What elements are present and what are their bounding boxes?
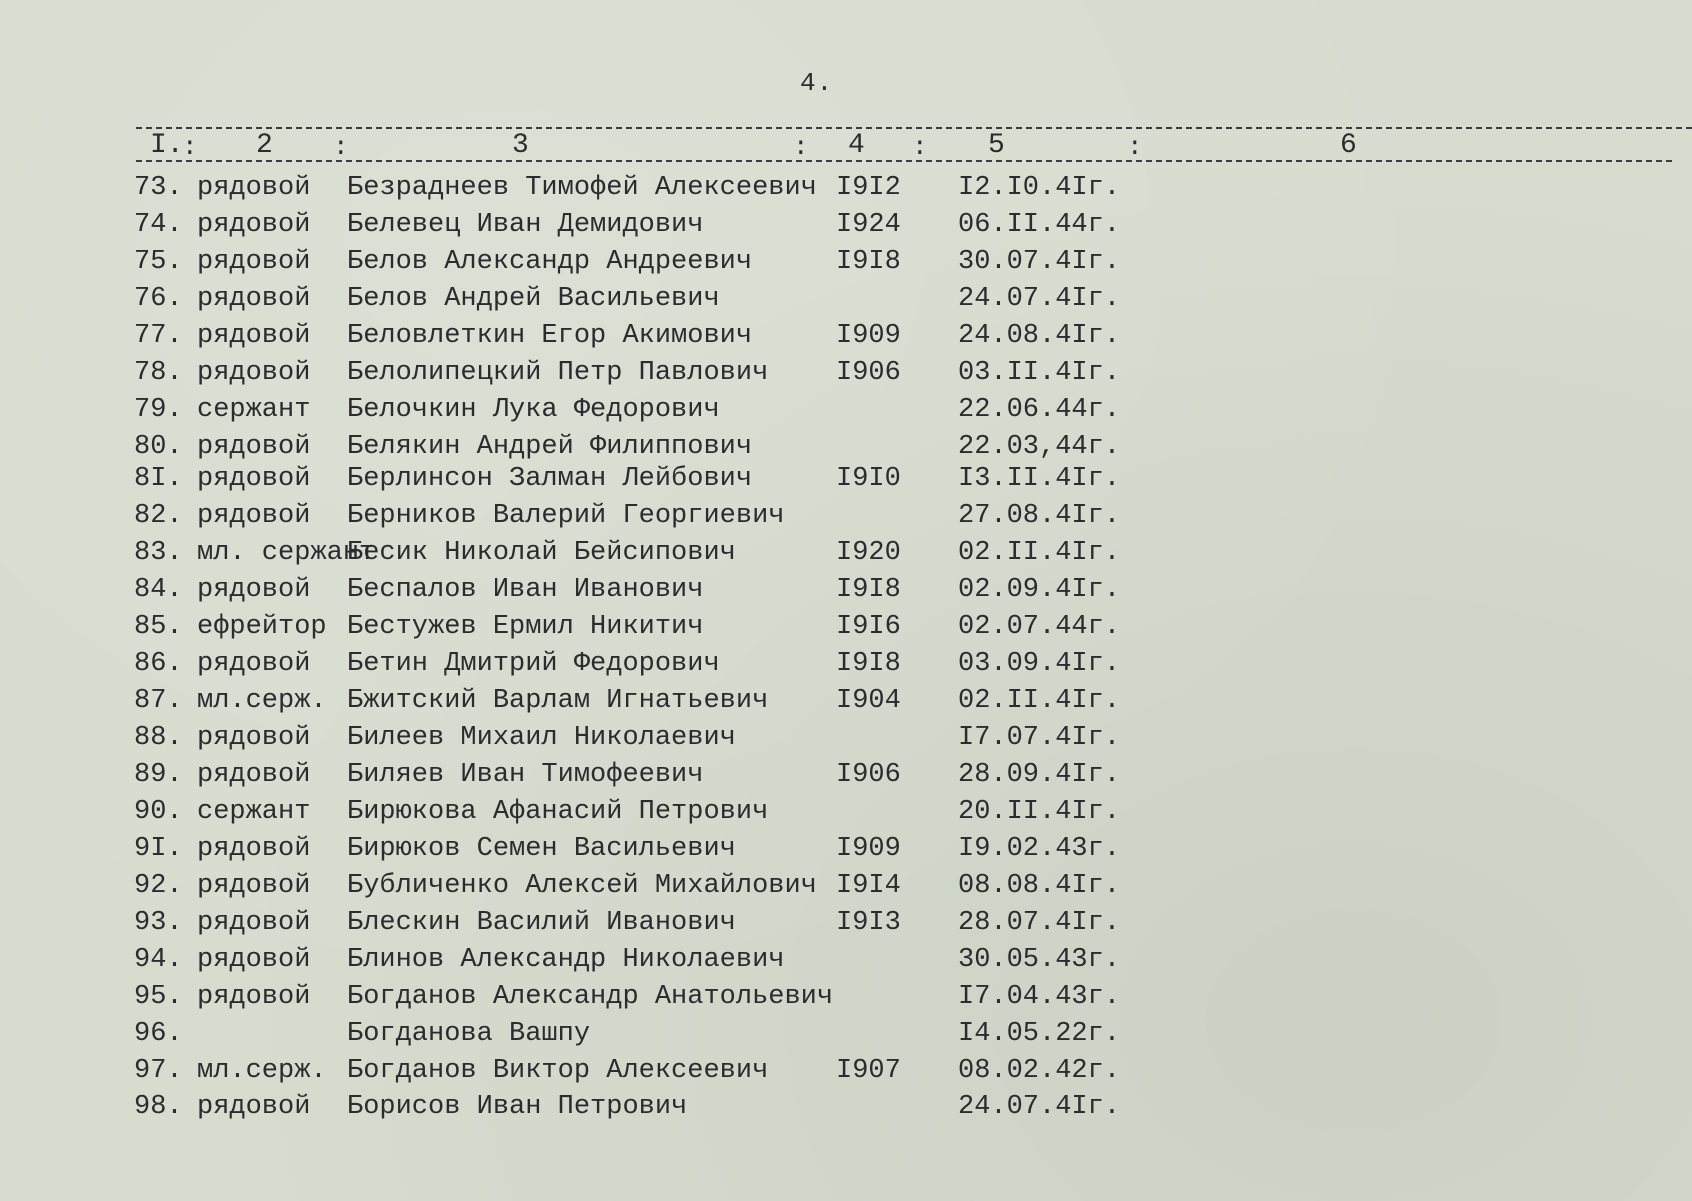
record-date: 02.II.4Iг.: [958, 538, 1121, 568]
record-name: Бестужев Ермил Никитич: [347, 612, 704, 642]
record-name: Борисов Иван Петрович: [347, 1092, 688, 1122]
record-rank: рядовой: [197, 173, 311, 203]
record-date: 02.09.4Iг.: [958, 575, 1121, 605]
record-number: 87.: [134, 686, 183, 716]
record-birth-year: I907: [836, 1056, 901, 1086]
record-row: [0, 392, 1692, 428]
record-date: I9.02.43г.: [958, 834, 1121, 864]
record-number: 8I.: [134, 464, 183, 494]
record-number: 96.: [134, 1019, 183, 1049]
record-rank: рядовой: [197, 464, 311, 494]
record-birth-year: I9I3: [836, 908, 901, 938]
record-birth-year: I9I2: [836, 173, 901, 203]
record-name: Белочкин Лука Федорович: [347, 395, 720, 425]
record-date: 30.07.4Iг.: [958, 247, 1121, 277]
record-row: [0, 905, 1692, 941]
record-rank: рядовой: [197, 649, 311, 679]
record-date: 30.05.43г.: [958, 945, 1121, 975]
record-row: [0, 429, 1692, 465]
record-name: Блинов Александр Николаевич: [347, 945, 785, 975]
record-birth-year: I924: [836, 210, 901, 240]
record-birth-year: I9I8: [836, 649, 901, 679]
record-number: 77.: [134, 321, 183, 351]
record-rank: рядовой: [197, 723, 311, 753]
record-name: Бирюкова Афанасий Петрович: [347, 797, 769, 827]
record-name: Белякин Андрей Филиппович: [347, 432, 753, 462]
record-row: [0, 461, 1692, 497]
record-rank: рядовой: [197, 501, 311, 531]
record-number: 74.: [134, 210, 183, 240]
record-number: 82.: [134, 501, 183, 531]
record-name: Биляев Иван Тимофеевич: [347, 760, 704, 790]
record-rank: рядовой: [197, 358, 311, 388]
column-separator: :: [333, 132, 349, 162]
record-number: 80.: [134, 432, 183, 462]
record-number: 89.: [134, 760, 183, 790]
record-rank: сержант: [197, 797, 311, 827]
record-row: [0, 831, 1692, 867]
record-date: 06.II.44г.: [958, 210, 1121, 240]
record-date: 24.07.4Iг.: [958, 1092, 1121, 1122]
record-number: 84.: [134, 575, 183, 605]
record-name: Богданова Вашпу: [347, 1019, 591, 1049]
record-rank: рядовой: [197, 432, 311, 462]
record-row: [0, 942, 1692, 978]
record-row: [0, 318, 1692, 354]
record-rank: рядовой: [197, 760, 311, 790]
record-number: 98.: [134, 1092, 183, 1122]
record-row: [0, 498, 1692, 534]
record-number: 75.: [134, 247, 183, 277]
record-number: 94.: [134, 945, 183, 975]
record-number: 83.: [134, 538, 183, 568]
column-header-2: 2: [256, 130, 273, 161]
record-birth-year: I9I4: [836, 871, 901, 901]
record-row: [0, 1089, 1692, 1125]
record-date: I3.II.4Iг.: [958, 464, 1121, 494]
record-name: Белов Александр Андреевич: [347, 247, 753, 277]
record-number: 88.: [134, 723, 183, 753]
record-rank: рядовой: [197, 284, 311, 314]
record-row: [0, 979, 1692, 1015]
record-rank: мл.серж.: [197, 1056, 327, 1086]
record-date: 24.08.4Iг.: [958, 321, 1121, 351]
record-date: I7.07.4Iг.: [958, 723, 1121, 753]
record-rank: рядовой: [197, 908, 311, 938]
record-rank: рядовой: [197, 871, 311, 901]
record-number: 78.: [134, 358, 183, 388]
record-name: Белов Андрей Васильевич: [347, 284, 720, 314]
record-date: I2.I0.4Iг.: [958, 173, 1121, 203]
record-row: [0, 244, 1692, 280]
record-row: [0, 572, 1692, 608]
record-number: 79.: [134, 395, 183, 425]
record-row: [0, 646, 1692, 682]
record-number: 86.: [134, 649, 183, 679]
record-rank: рядовой: [197, 945, 311, 975]
record-name: Блескин Василий Иванович: [347, 908, 736, 938]
record-date: 22.03,44г.: [958, 432, 1121, 462]
column-header-6: 6: [1340, 130, 1357, 161]
record-rank: рядовой: [197, 834, 311, 864]
record-name: Белевец Иван Демидович: [347, 210, 704, 240]
record-row: [0, 207, 1692, 243]
record-birth-year: I920: [836, 538, 901, 568]
record-rank: ефрейтор: [197, 612, 327, 642]
record-number: 73.: [134, 173, 183, 203]
record-rank: рядовой: [197, 1092, 311, 1122]
record-row: [0, 1053, 1692, 1089]
column-separator: :: [1127, 132, 1143, 162]
record-name: Бесик Николай Бейсипович: [347, 538, 736, 568]
header-top-rule: [136, 127, 1692, 129]
column-separator: :: [182, 132, 198, 162]
record-birth-year: I909: [836, 834, 901, 864]
record-birth-year: I9I8: [836, 575, 901, 605]
record-birth-year: I906: [836, 358, 901, 388]
record-number: 93.: [134, 908, 183, 938]
record-date: 27.08.4Iг.: [958, 501, 1121, 531]
record-name: Беспалов Иван Иванович: [347, 575, 704, 605]
record-name: Билеев Михаил Николаевич: [347, 723, 736, 753]
record-name: Берников Валерий Георгиевич: [347, 501, 785, 531]
record-date: I7.04.43г.: [958, 982, 1121, 1012]
header-bottom-rule: [136, 160, 1672, 162]
record-date: 03.09.4Iг.: [958, 649, 1121, 679]
record-date: 08.02.42г.: [958, 1056, 1121, 1086]
record-number: 85.: [134, 612, 183, 642]
record-row: [0, 609, 1692, 645]
record-rank: рядовой: [197, 982, 311, 1012]
record-row: [0, 535, 1692, 571]
record-name: Богданов Виктор Алексеевич: [347, 1056, 769, 1086]
record-date: 02.07.44г.: [958, 612, 1121, 642]
record-rank: мл.серж.: [197, 686, 327, 716]
record-row: [0, 170, 1692, 206]
record-rank: мл. сержант: [197, 538, 376, 568]
record-date: 03.II.4Iг.: [958, 358, 1121, 388]
record-date: 20.II.4Iг.: [958, 797, 1121, 827]
record-birth-year: I906: [836, 760, 901, 790]
record-rank: рядовой: [197, 321, 311, 351]
record-date: 02.II.4Iг.: [958, 686, 1121, 716]
record-number: 95.: [134, 982, 183, 1012]
record-rank: рядовой: [197, 575, 311, 605]
record-date: 28.09.4Iг.: [958, 760, 1121, 790]
record-name: Бжитский Варлам Игнатьевич: [347, 686, 769, 716]
record-date: 08.08.4Iг.: [958, 871, 1121, 901]
record-number: 97.: [134, 1056, 183, 1086]
record-row: [0, 794, 1692, 830]
record-number: 76.: [134, 284, 183, 314]
record-name: Белолипецкий Петр Павлович: [347, 358, 769, 388]
column-separator: :: [912, 132, 928, 162]
record-date: 24.07.4Iг.: [958, 284, 1121, 314]
record-name: Богданов Александр Анатольевич: [347, 982, 834, 1012]
record-date: I4.05.22г.: [958, 1019, 1121, 1049]
record-row: [0, 355, 1692, 391]
record-name: Берлинсон Залман Лейбович: [347, 464, 753, 494]
record-name: Бирюков Семен Васильевич: [347, 834, 736, 864]
record-birth-year: I9I6: [836, 612, 901, 642]
column-header-1: I.: [150, 130, 184, 161]
record-row: [0, 683, 1692, 719]
record-name: Безраднеев Тимофей Алексеевич: [347, 173, 817, 203]
column-header-5: 5: [988, 130, 1005, 161]
record-name: Бетин Дмитрий Федорович: [347, 649, 720, 679]
record-birth-year: I9I8: [836, 247, 901, 277]
record-birth-year: I9I0: [836, 464, 901, 494]
record-number: 92.: [134, 871, 183, 901]
record-birth-year: I909: [836, 321, 901, 351]
page-number: 4.: [800, 68, 834, 98]
record-rank: рядовой: [197, 210, 311, 240]
record-number: 9I.: [134, 834, 183, 864]
column-separator: :: [793, 132, 809, 162]
column-header-4: 4: [848, 130, 865, 161]
record-row: [0, 720, 1692, 756]
record-date: 28.07.4Iг.: [958, 908, 1121, 938]
record-rank: сержант: [197, 395, 311, 425]
record-name: Бубличенко Алексей Михайлович: [347, 871, 817, 901]
column-header-3: 3: [512, 130, 529, 161]
record-row: [0, 757, 1692, 793]
record-rank: рядовой: [197, 247, 311, 277]
record-row: [0, 281, 1692, 317]
record-number: 90.: [134, 797, 183, 827]
record-date: 22.06.44г.: [958, 395, 1121, 425]
record-name: Беловлеткин Егор Акимович: [347, 321, 753, 351]
record-row: [0, 868, 1692, 904]
record-row: [0, 1016, 1692, 1052]
record-birth-year: I904: [836, 686, 901, 716]
